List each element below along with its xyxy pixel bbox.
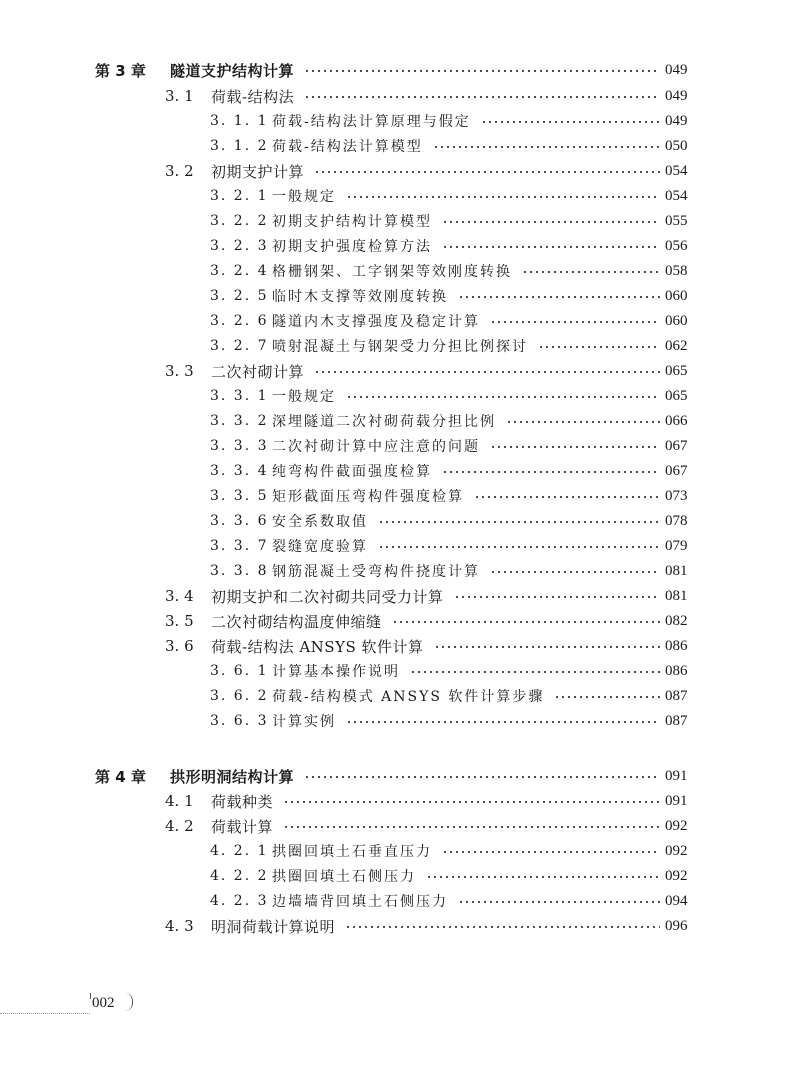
toc-entry-number: 3. 3. 8 [210,563,269,579]
toc-entry-title: 一般规定 [272,389,336,405]
toc-entry-title: 钢筋混凝土受弯构件挠度计算 [272,564,480,580]
toc-entry-title: 拱形明洞结构计算 [170,767,295,786]
toc-entry-title: 二次衬砌结构温度伸缩缝 [211,612,382,631]
toc-entry-title: 初期支护计算 [211,162,305,181]
toc-entry[interactable] [0,889,790,913]
toc-entry-title: 荷载-结构法 ANSYS 软件计算 [211,637,424,656]
toc-entry-page: 062 [665,337,688,354]
toc-entry-number: 3. 3. 5 [210,488,269,504]
toc-entry[interactable] [0,384,790,408]
toc-leader-dots [304,96,660,98]
toc-entry-title: 明洞荷载计算说明 [211,917,336,936]
toc-entry-page: 078 [665,512,688,529]
toc-entry-number: 3. 2 [165,162,194,180]
toc-entry[interactable] [0,789,790,813]
toc-leader-dots [378,521,660,523]
toc-entry[interactable] [0,709,790,733]
toc-entry-number: 3. 2. 4 [210,263,269,279]
toc-entry-page: 060 [665,287,688,304]
toc-entry-title: 荷载计算 [211,817,274,836]
toc-leader-dots [314,171,660,173]
toc-entry-page: 060 [665,312,688,329]
toc-entry-number: 4. 2 [165,817,194,835]
toc-entry[interactable] [0,459,790,483]
toc-entry[interactable] [0,109,790,133]
toc-leader-dots [554,696,660,698]
toc-entry[interactable] [0,634,790,658]
toc-entry-page: 086 [665,662,688,679]
toc-entry-title: 初期支护结构计算模型 [272,214,432,230]
toc-leader-dots [433,146,660,148]
toc-leader-dots [442,851,660,853]
toc-entry-page: 091 [665,767,688,784]
footer-brace [124,993,133,1011]
toc-entry-title: 二次衬砌计算 [211,362,305,381]
toc-entry-page: 073 [665,487,688,504]
toc-leader-dots [458,296,660,298]
toc-entry-page: 058 [665,262,688,279]
page-number: 002 [92,995,115,1011]
toc-entry-number: 3. 1. 2 [210,138,269,154]
toc-entry-number: 3. 2. 1 [210,188,269,204]
toc-entry-number: 3. 3. 1 [210,388,269,404]
toc-entry-number: 3. 3 [165,362,194,380]
toc-entry-page: 096 [665,917,688,934]
toc-entry-number: 3. 2. 3 [210,238,269,254]
toc-leader-dots [345,926,660,928]
toc-entry-title: 荷载-结构模式 ANSYS 软件计算步骤 [272,689,545,705]
toc-entry-page: 087 [665,712,688,729]
toc-entry-title: 初期支护和二次衬砌共同受力计算 [211,587,444,606]
toc-entry-title: 荷载-结构法计算模型 [272,139,423,155]
toc-entry-number: 3. 2. 6 [210,313,269,329]
toc-leader-dots [392,621,660,623]
toc-entry-page: 094 [665,892,688,909]
toc-entry-title: 裂缝宽度验算 [272,539,368,555]
toc-entry[interactable] [0,764,790,788]
toc-leader-dots [283,826,660,828]
toc-entry-page: 092 [665,817,688,834]
toc-entry[interactable] [0,814,790,838]
toc-leader-dots [442,246,660,248]
toc-entry-number: 3. 6. 3 [210,713,269,729]
toc-entry-title: 计算基本操作说明 [272,664,400,680]
toc-entry[interactable] [0,864,790,888]
toc-entry-number: 3. 2. 7 [210,338,269,354]
toc-entry-title: 纯弯构件截面强度检算 [272,464,432,480]
toc-entry-number: 3. 6. 1 [210,663,269,679]
toc-entry-page: 054 [665,187,688,204]
toc-leader-dots [458,901,660,903]
toc-entry-page: 056 [665,237,688,254]
toc-entry-title: 拱圈回填土石垂直压力 [272,844,432,860]
toc-entry-page: 066 [665,412,688,429]
toc-leader-dots [283,801,660,803]
toc-entry[interactable] [0,359,790,383]
toc-entry-number: 3. 1. 1 [210,113,269,129]
toc-entry[interactable] [0,559,790,583]
toc-entry[interactable] [0,58,790,82]
toc-entry-title: 矩形截面压弯构件强度检算 [272,489,464,505]
toc-entry[interactable] [0,134,790,158]
toc-entry-number: 3. 6 [165,637,194,655]
toc-entry-page: 055 [665,212,688,229]
toc-entry-page: 091 [665,792,688,809]
toc-entry-title: 隧道支护结构计算 [170,61,295,80]
toc-entry-page: 081 [665,562,688,579]
toc-entry-title: 荷载种类 [211,792,274,811]
toc-leader-dots [481,121,660,123]
toc-entry-title: 深埋隧道二次衬砌荷载分担比例 [272,414,496,430]
toc-leader-dots [346,396,660,398]
toc-entry-title: 安全系数取值 [272,514,368,530]
toc-entry-number: 3. 6. 2 [210,688,269,704]
toc-entry[interactable] [0,184,790,208]
toc-entry-number: 4. 2. 2 [210,868,269,884]
toc-leader-dots [490,446,660,448]
toc-entry-page: 092 [665,867,688,884]
toc-leader-dots [346,196,660,198]
toc-leader-dots [304,776,660,778]
toc-leader-dots [474,496,660,498]
toc-entry[interactable] [0,684,790,708]
toc-entry-page: 049 [665,87,688,104]
toc-entry[interactable] [0,259,790,283]
toc-entry[interactable] [0,284,790,308]
toc-entry-number: 4. 3 [165,917,194,935]
toc-entry-number: 4. 2. 3 [210,893,269,909]
toc-leader-dots [442,471,660,473]
toc-entry-page: 082 [665,612,688,629]
toc-entry[interactable] [0,84,790,108]
toc-entry-title: 荷载-结构法计算原理与假定 [272,114,471,130]
toc-entry-number: 3. 3. 4 [210,463,269,479]
toc-entry[interactable] [0,159,790,183]
toc-entry-page: 086 [665,637,688,654]
toc-entry[interactable] [0,484,790,508]
toc-entry-page: 049 [665,61,688,78]
toc-entry-page: 092 [665,842,688,859]
toc-entry-number: 第 4 章 [95,767,146,786]
toc-leader-dots [314,371,660,373]
toc-entry-number: 3. 3. 6 [210,513,269,529]
toc-entry-number: 3. 4 [165,587,194,605]
toc-entry-page: 054 [665,162,688,179]
toc-entry[interactable] [0,434,790,458]
toc-entry-number: 3. 3. 7 [210,538,269,554]
toc-entry-title: 初期支护强度检算方法 [272,239,432,255]
toc-entry-title: 荷载-结构法 [211,87,295,106]
toc-entry-page: 079 [665,537,688,554]
toc-entry-page: 049 [665,112,688,129]
toc-entry-title: 计算实例 [272,714,336,730]
toc-leader-dots [522,271,660,273]
toc-entry-page: 081 [665,587,688,604]
toc-leader-dots [454,596,660,598]
toc-entry-page: 065 [665,387,688,404]
toc-entry[interactable] [0,509,790,533]
toc-entry[interactable] [0,914,790,938]
toc-entry-number: 3. 2. 2 [210,213,269,229]
toc-leader-dots [304,70,660,72]
toc-leader-dots [378,546,660,548]
toc-leader-dots [434,646,660,648]
toc-entry[interactable] [0,839,790,863]
toc-entry-number: 4. 1 [165,792,194,810]
toc-entry-page: 067 [665,462,688,479]
toc-entry-title: 拱圈回填土石侧压力 [272,869,416,885]
footer-tick [90,993,91,999]
toc-leader-dots [490,321,660,323]
toc-entry-title: 喷射混凝土与钢架受力分担比例探讨 [272,339,528,355]
toc-entry-number: 3. 1 [165,87,194,105]
toc-entry[interactable] [0,659,790,683]
toc-entry-title: 隧道内木支撑强度及稳定计算 [272,314,480,330]
toc-entry-page: 065 [665,362,688,379]
toc-entry-number: 3. 3. 3 [210,438,269,454]
toc-entry[interactable] [0,209,790,233]
toc-leader-dots [426,876,660,878]
toc-entry-title: 格栅钢架、工字钢架等效刚度转换 [272,264,512,280]
toc-leader-dots [410,671,660,673]
toc-leader-dots [506,421,660,423]
toc-entry-title: 临时木支撑等效刚度转换 [272,289,448,305]
toc-entry-number: 3. 5 [165,612,194,630]
toc-entry-page: 087 [665,687,688,704]
toc-entry[interactable] [0,609,790,633]
toc-entry-number: 3. 3. 2 [210,413,269,429]
toc-entry[interactable] [0,409,790,433]
toc-entry[interactable] [0,534,790,558]
toc-leader-dots [442,221,660,223]
toc-leader-dots [538,346,660,348]
toc-entry[interactable] [0,584,790,608]
toc-entry-number: 3. 2. 5 [210,288,269,304]
toc-leader-dots [346,721,660,723]
footer-rule [0,1013,90,1015]
toc-entry-title: 一般规定 [272,189,336,205]
toc-entry-number: 第 3 章 [95,61,146,80]
toc-entry-page: 050 [665,137,688,154]
toc-entry[interactable] [0,334,790,358]
toc-entry-page: 067 [665,437,688,454]
toc-entry-title: 二次衬砌计算中应注意的问题 [272,439,480,455]
toc-entry[interactable] [0,234,790,258]
toc-entry-title: 边墙墙背回填土石侧压力 [272,894,448,910]
toc-entry-number: 4. 2. 1 [210,843,269,859]
toc-entry[interactable] [0,309,790,333]
toc-leader-dots [490,571,660,573]
